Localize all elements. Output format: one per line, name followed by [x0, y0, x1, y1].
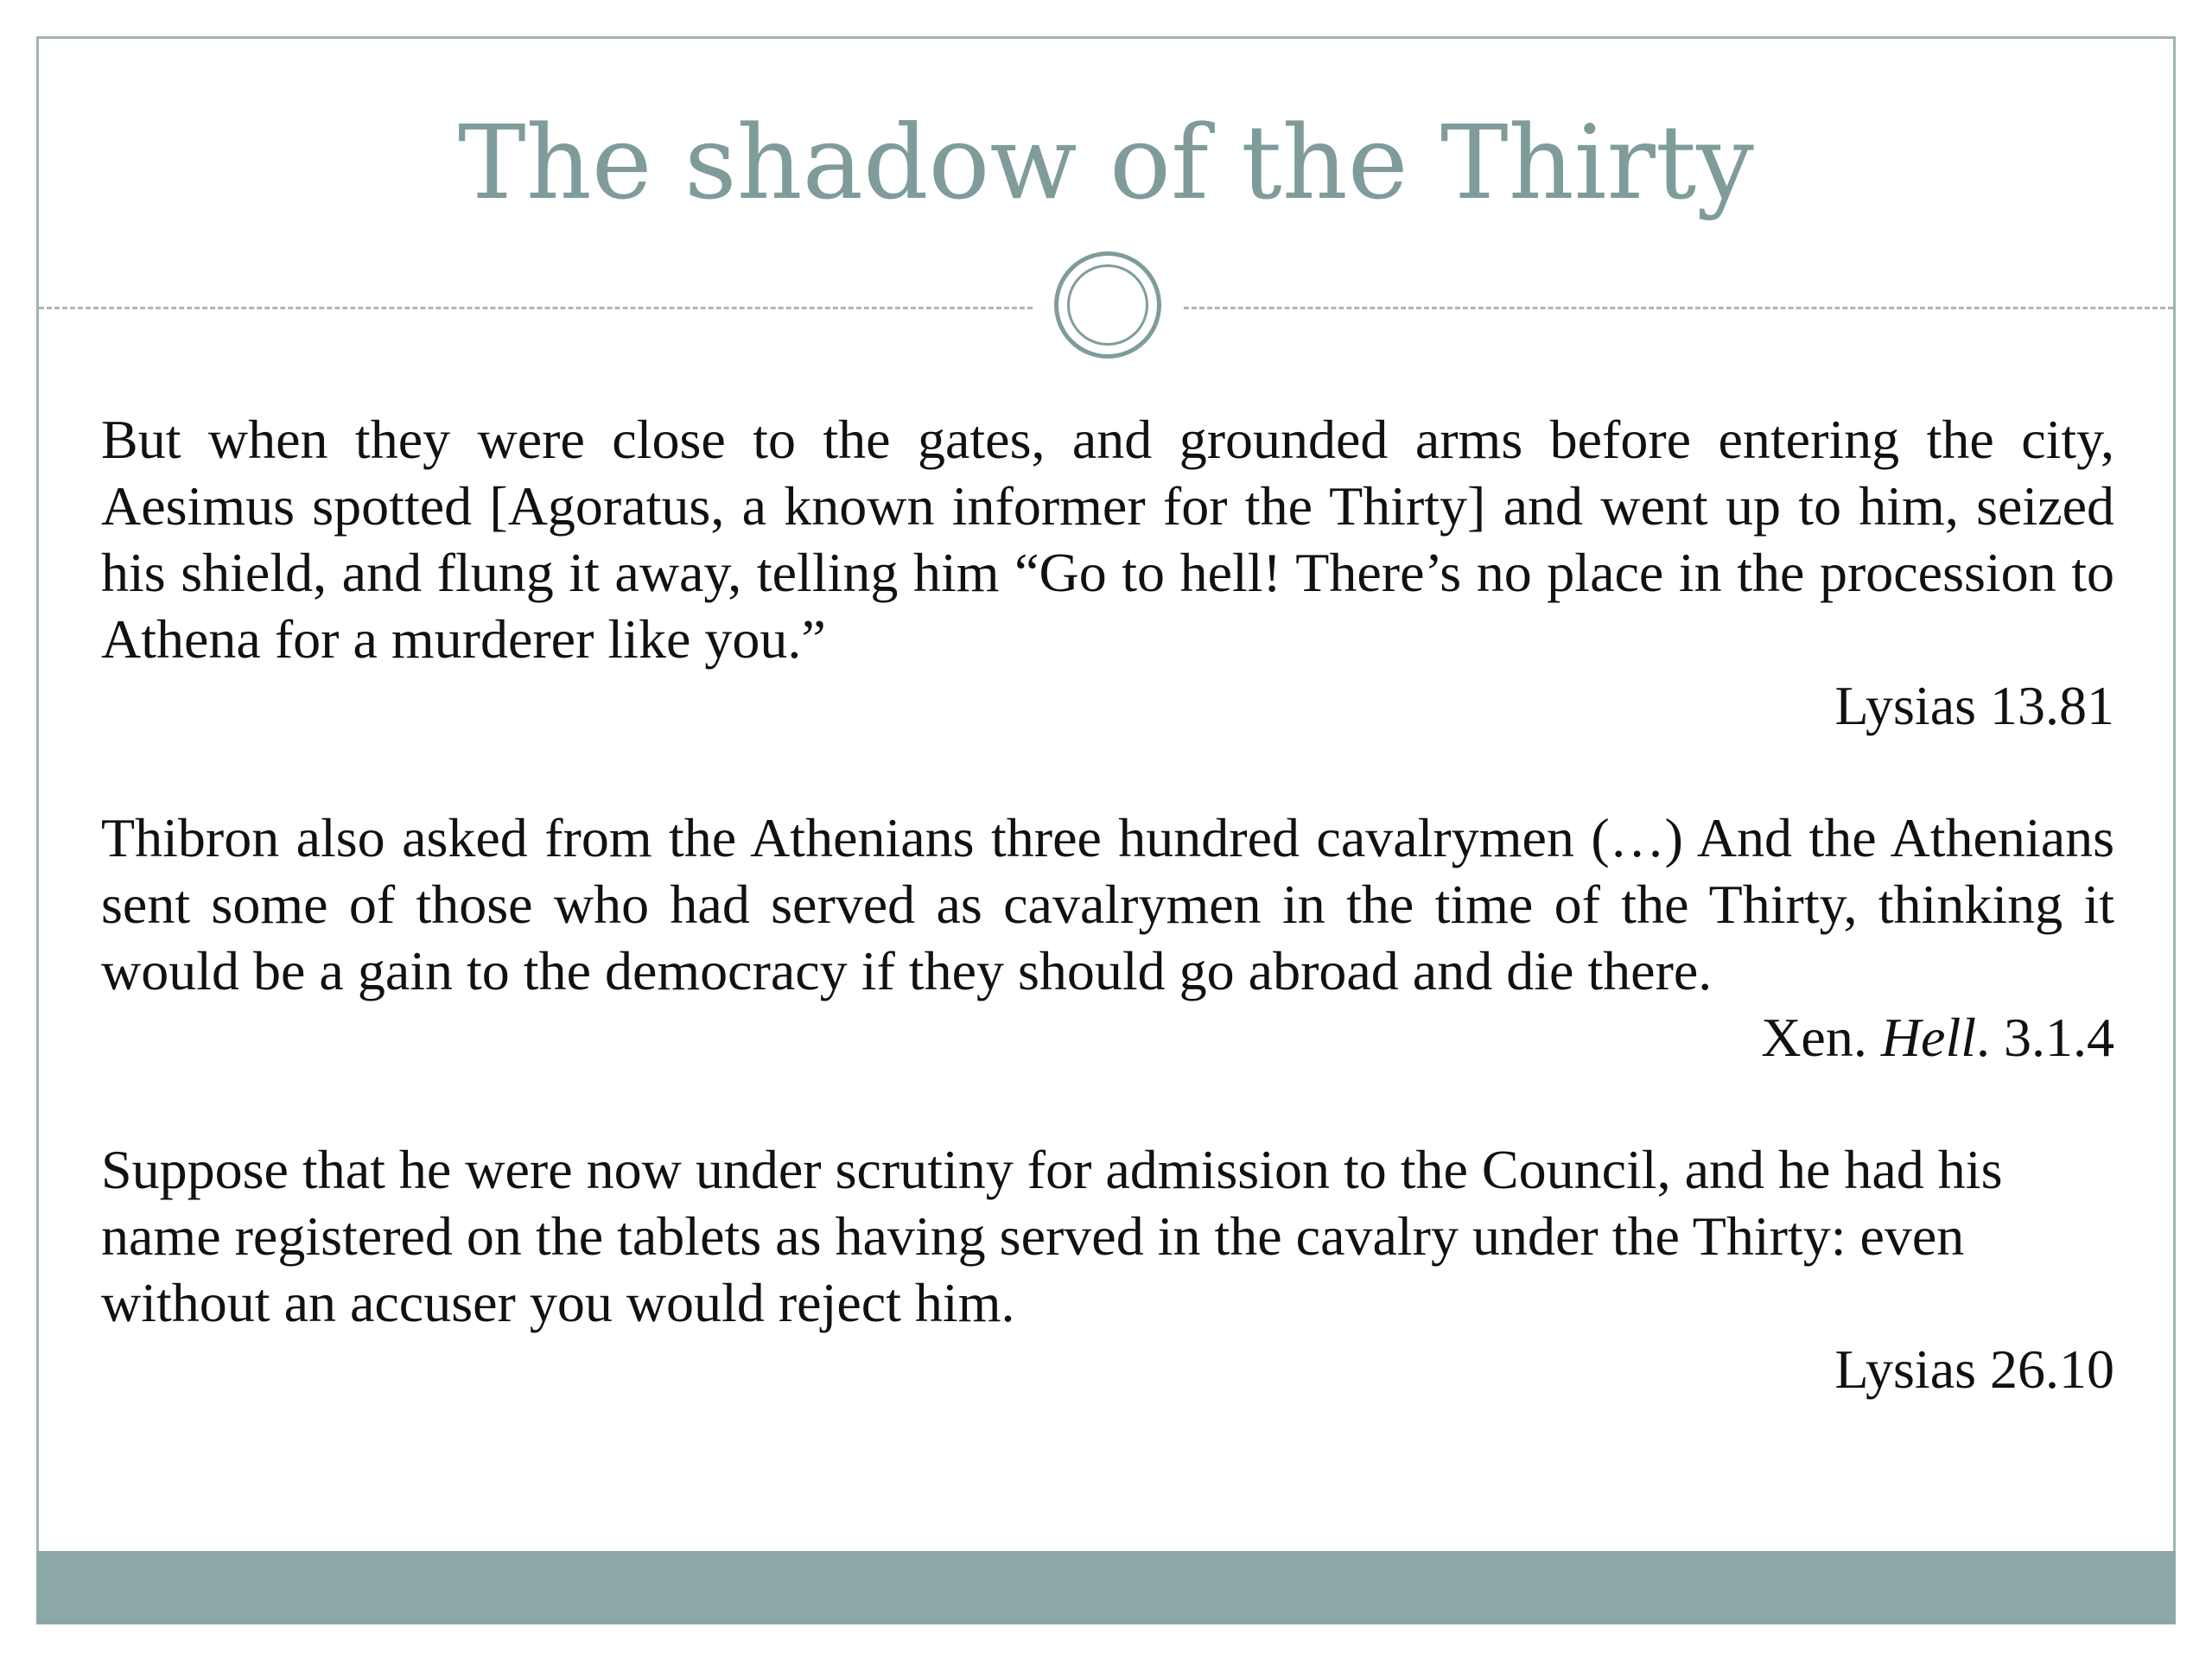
- quote-text-3: Suppose that he were now under scrutiny for admission to the Council, and he had his name registered on the tablets as having served in the cavalry under the Thirty: even without an accuser you would reject him.: [101, 1139, 2003, 1333]
- quote-citation-1: Lysias 13.81: [1834, 675, 2114, 736]
- slide-title: The shadow of the Thirty: [458, 103, 1754, 222]
- quote-citation-3: Lysias 26.10: [1834, 1338, 2114, 1400]
- citation-work-title: Hell: [1880, 1007, 1976, 1068]
- quote-text-2: Thibron also asked from the Athenians three hundred cavalrymen (…) And the Athenians sent some of those who had served as cavalrymen in the time of the Thirty, thinking it would be a gain to the democracy if they should go abroad and die there.: [101, 807, 2114, 1001]
- title-divider-left: [39, 307, 1033, 309]
- quote-citation-2: [101, 1004, 2114, 1071]
- footer-bar: [36, 1551, 2176, 1624]
- quote-block-2: [101, 804, 2114, 1071]
- quote-text-1: But when they were close to the gates, and grounded arms before entering the city, Aesimus spotted [Agoratus, a known informer for the Thirty] and went up to him, seized his shield, and flung it away, telling him “Go to hell! There’s no place in the procession to Athena for a murderer like you.”: [101, 409, 2114, 670]
- quote-block-1: [101, 406, 2114, 739]
- citation-reference: . 3.1.4: [1976, 1007, 2114, 1068]
- citation-author: Xen.: [1761, 1007, 1881, 1068]
- quote-block-3: [101, 1136, 2114, 1402]
- divider-ring-inner: [1067, 264, 1148, 346]
- divider-ring-ornament: [1054, 251, 1161, 359]
- title-divider-right: [1184, 307, 2173, 309]
- slide-content: [101, 406, 2114, 1402]
